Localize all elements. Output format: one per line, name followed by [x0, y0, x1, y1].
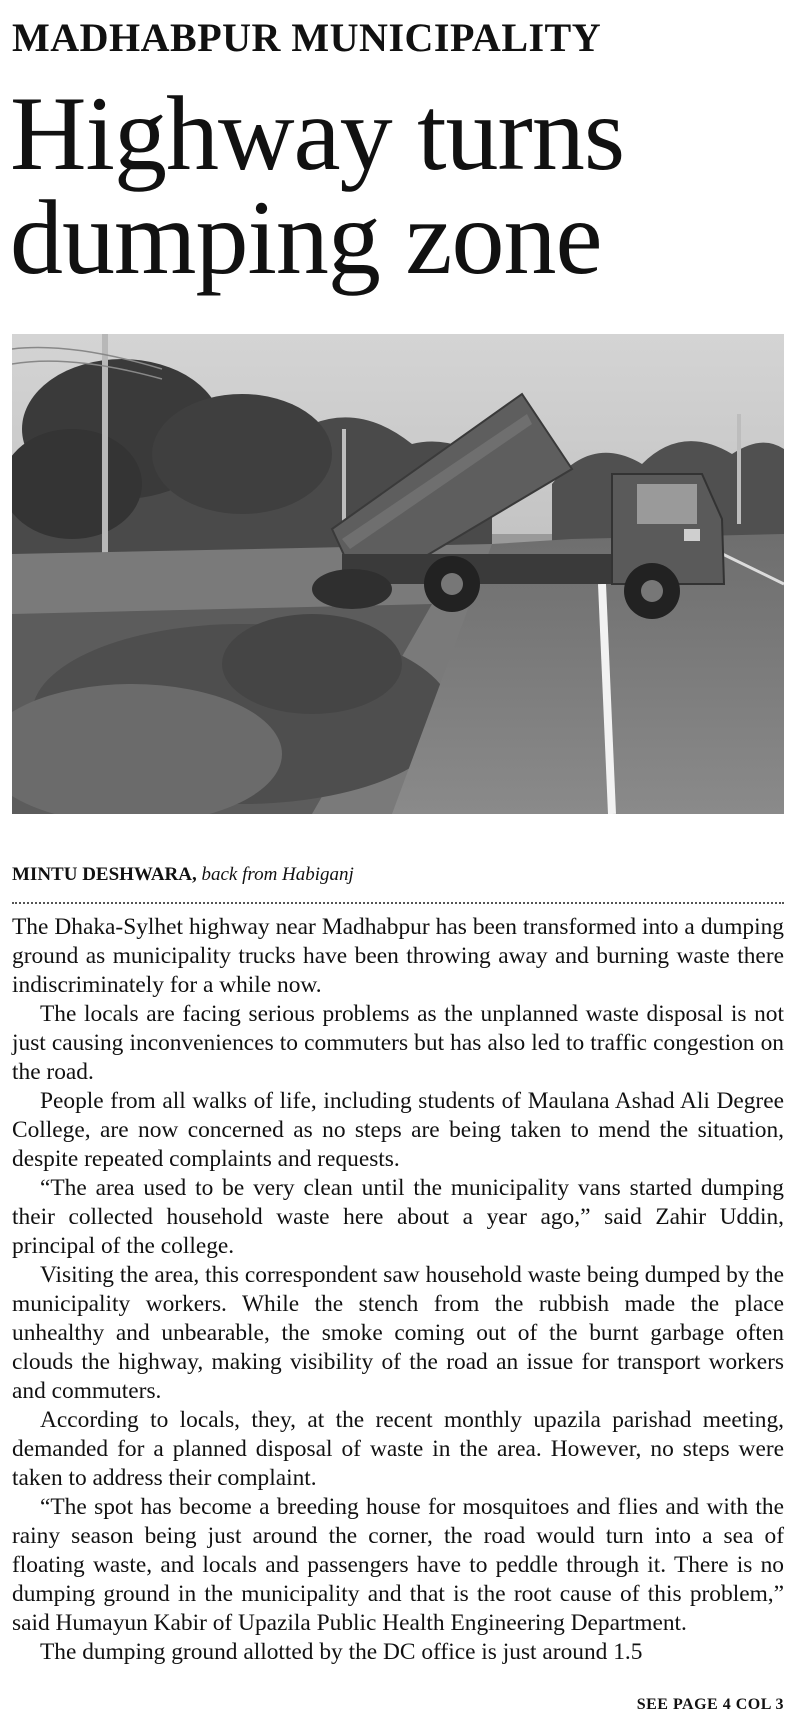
continued-jump-line: SEE PAGE 4 COL 3 — [636, 1696, 784, 1713]
paragraph: The locals are facing serious problems as the unplanned waste disposal is not just causing inconveniences to commuters but has also led to traffic congestion on the road. — [12, 1001, 784, 1085]
byline-author: MINTU DESHWARA, — [12, 864, 197, 885]
paragraph: People from all walks of life, including students of Maulana Ashad Ali Degree College, are now concerned as no steps are being taken to mend the situation, despite repeated complaints and requests. — [12, 1088, 784, 1172]
byline-dateline: back from Habiganj — [201, 864, 354, 885]
paragraph: The Dhaka-Sylhet highway near Madhabpur has been transformed into a dumping ground as municipality trucks have been throwing away and burning waste there indiscriminately for a while now. — [12, 914, 784, 998]
headline: Highway turns dumping zone — [10, 75, 625, 296]
paragraph: According to locals, they, at the recent monthly upazila parishad meeting, demanded for a planned disposal of waste in the area. However, no steps were taken to address their complaint. — [12, 1407, 784, 1491]
section-kicker: MADHABPUR MUNICIPALITY — [12, 15, 602, 60]
truck-plate — [684, 529, 700, 541]
dotted-divider — [12, 902, 784, 904]
paragraph: Visiting the area, this correspondent saw household waste being dumped by the municipality workers. While the stench from the rubbish made the place unhealthy and unbearable, the smoke coming out of the burnt garbage often clouds the highway, making visibility of the road an issue for transport workers and commuters. — [12, 1262, 784, 1404]
paragraph: “The area used to be very clean until the municipality vans started dumping their collected household waste here about a year ago,” said Zahir Uddin, principal of the college. — [12, 1175, 784, 1259]
article-photo — [12, 334, 784, 814]
paragraph: The dumping ground allotted by the DC office is just around 1.5 — [40, 1639, 643, 1665]
article-body — [12, 913, 784, 1667]
paragraph: “The spot has become a breeding house for mosquitoes and flies and with the rainy season being just around the corner, the road would turn into a sea of floating waste, and locals and passengers have to peddle through it. There is no dumping ground in the municipality and that is the root cause of this problem,” said Humayun Kabir of Upazila Public Health Engineering Department. — [12, 1494, 784, 1636]
byline — [12, 864, 354, 886]
